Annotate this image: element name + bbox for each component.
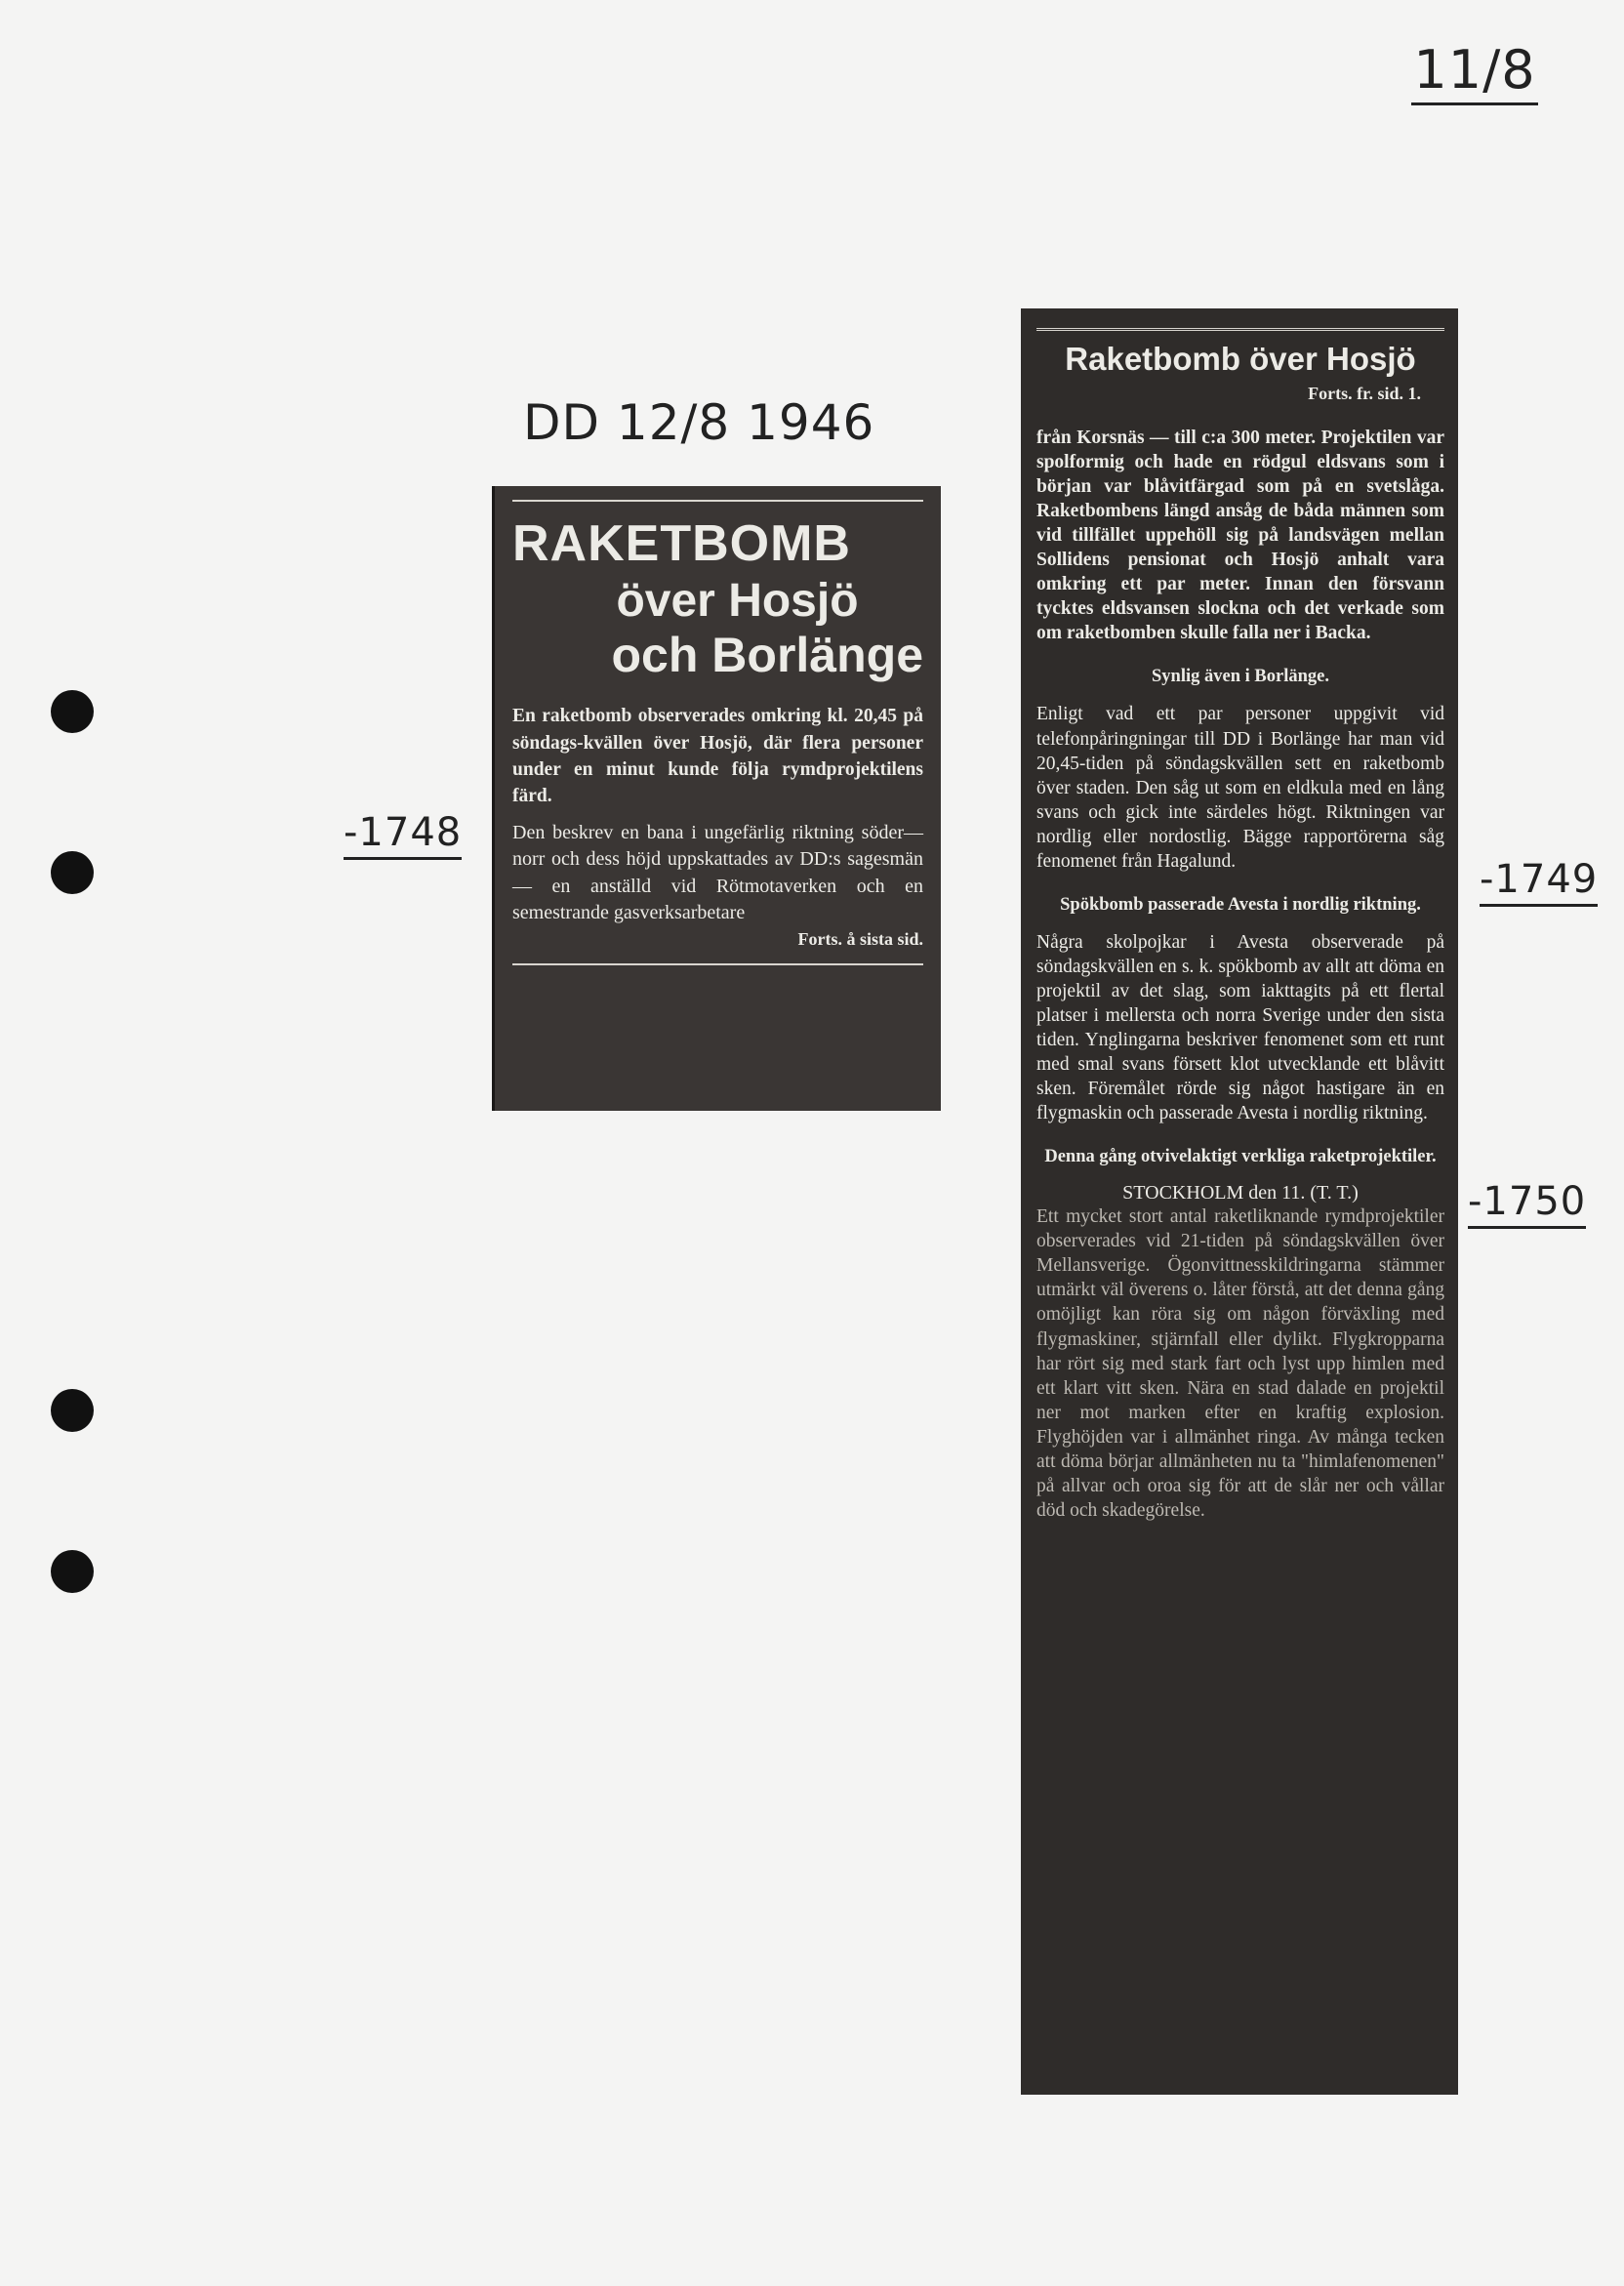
subheading-raketprojektiler: Denna gång otvivelaktigt verkliga raketprojektiler. [1044,1147,1437,1167]
source-date-annotation: DD 12/8 1946 [523,394,875,451]
punch-hole-2 [51,851,94,894]
page-number-annotation: 11/8 [1411,39,1538,105]
dateline: STOCKHOLM den 11. (T. T.) [1122,1182,1359,1204]
subheading-avesta: Spökbomb passerade Avesta i nordlig riktning. [1060,894,1421,915]
continuation-paragraph-2: Enligt vad ett par personer uppgivit vid telefonpåringningar till DD i Borlänge har man vid 20,45-tiden på söndagskvällen sett en raketbomb över staden. Den såg ut som en eldkula med en lång svans och gick inte särdeles högt. Riktningen var nordlig eller nordostlig. Bägge rapportörerna såg fenomenet från Hagalund. [1036,704,1444,872]
reference-1749-annotation: -1749 [1480,857,1598,907]
clipping-top-rule [512,500,923,502]
continuation-paragraph-1: från Korsnäs — till c:a 300 meter. Projektilen var spolformig och hade en rödgul eldsvans som i början var blåvitfärgad som på en svetslåga. Raketbombens längd ansåg de båda männen som vid tillfället uppehöll sig på landsvägen mellan Sollidens pensionat och Hosjö anhalt vara omkring ett par meter. Innan den försvann tycktes eldsvansen slockna och det verkade som om raketbomben skulle falla ner i Backa. [1036,428,1444,644]
reference-1750-annotation: -1750 [1468,1179,1586,1229]
punch-hole-3 [51,1389,94,1432]
clipping-headline-line-3: och Borlänge [611,627,923,682]
continuation-top-rule [1036,328,1444,331]
continuation-headline: Raketbomb över Hosjö [1065,341,1416,377]
newspaper-clipping-continuation [1021,308,1458,2095]
reference-1748-annotation: -1748 [344,810,462,860]
continuation-paragraph-4: Ett mycket stort antal raketliknande rymdprojektiler observerades vid 21-tiden på söndagskvällen över Mellansverige. Ögonvittnesskildringarna stämmer utmärkt väl överens o. låter förstå, att det denna gång omöjligt kan röra sig om någon förväxling med flygmaskiner, stjärnfall eller dylikt. Flygkropparna har rört sig med stark fart och lyst upp himlen med ett klart vitt sken. Nära en stad dalade en projektil ner mot marken efter en kraftig explosion. Flyghöjden var i allmänhet ringa. Av många tecken att döma börjar allmänheten nu ta "himlafenomenen" på allvar och oroa sig för att de slår ner och vållar död och skadegörelse. [1036,1206,1444,1521]
punch-hole-1 [51,690,94,733]
clipping-continued-note: Forts. å sista sid. [797,929,923,950]
clipping-headline-line-1: RAKETBOMB [512,515,851,572]
clipping-headline-line-2: över Hosjö [616,574,859,627]
continued-from-note: Forts. fr. sid. 1. [1308,384,1421,403]
clipping-bottom-rule [512,963,923,965]
clipping-body-paragraph: Den beskrev en bana i ungefärlig riktning söder—norr och dess höjd uppskattades av DD:s sagesmän — en anställd vid Rötmotaverken och en semestrande gasverksarbetare [512,821,923,924]
clipping-lead-paragraph: En raketbomb observerades omkring kl. 20,45 på söndags-kvällen över Hosjö, där flera personer under en minut kunde följa rymdprojektilens färd. [512,706,923,807]
subheading-borlange: Synlig även i Borlänge. [1152,667,1329,687]
newspaper-clipping-front-page [492,486,941,1111]
continuation-paragraph-3: Några skolpojkar i Avesta observerade på söndagskvällen en s. k. spökbomb av allt att döma en projektil av det slag, som iakttagits på ett flertal platser i mellersta och norra Sverige under den sista tiden. Ynglingarna beskriver fenomenet som ett runt med smal svans försett klot utvecklande ett blåvitt sken. Föremålet rörde sig något hastigare än en flygmaskin och passerade Avesta i nordlig riktning. [1036,931,1444,1124]
punch-hole-4 [51,1550,94,1593]
